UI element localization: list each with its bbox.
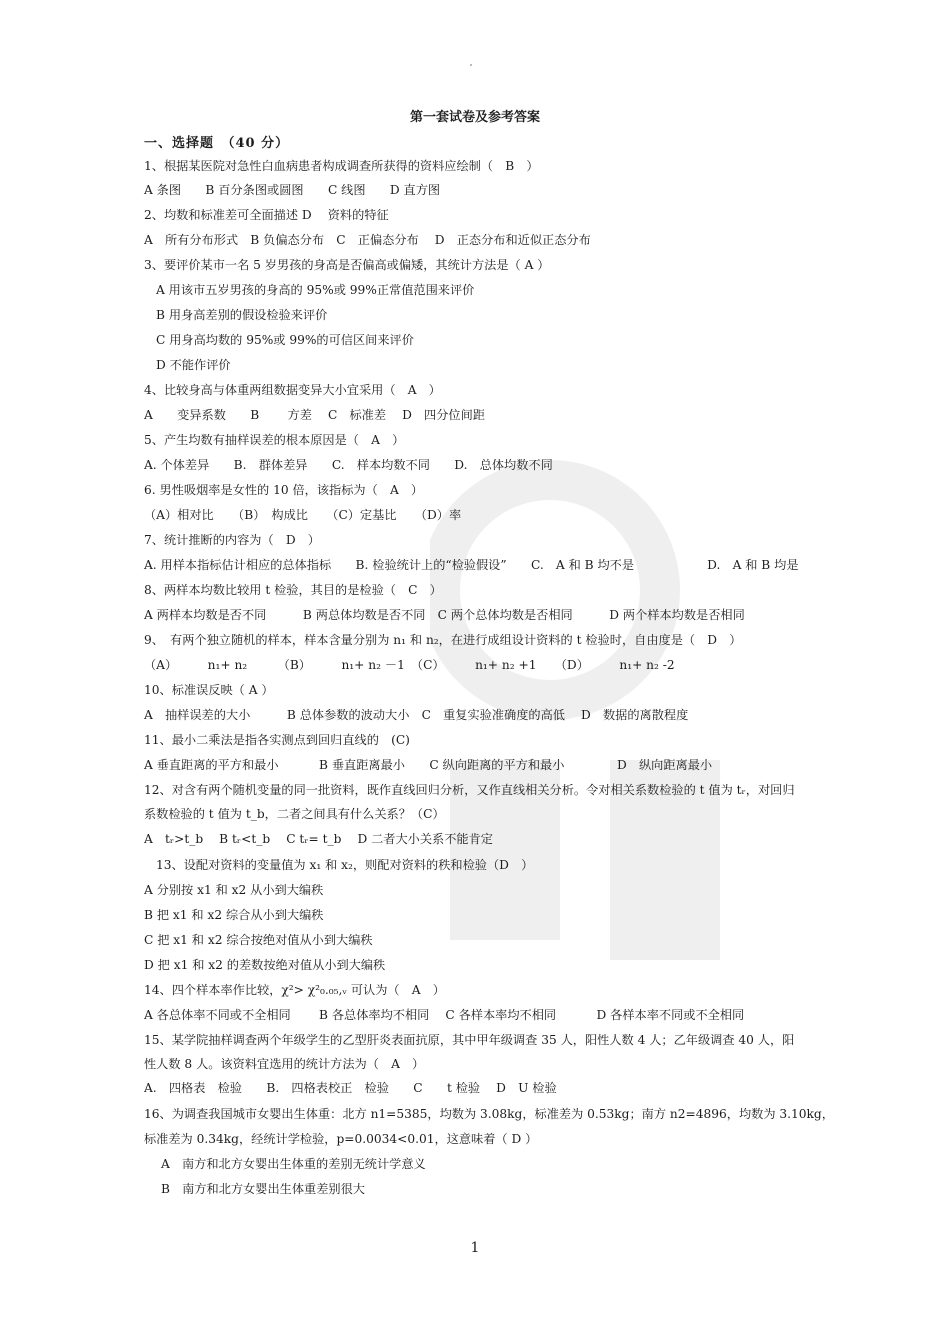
question-line: （A）相对比 （B） 构成比 （C）定基比 （D）率 — [144, 508, 462, 522]
question-line: A 南方和北方女婴出生体重的差别无统计学意义 — [161, 1157, 426, 1171]
scan-speck — [470, 64, 472, 66]
question-line: A. 个体差异 B. 群体差异 C. 样本均数不同 D. 总体均数不同 — [144, 458, 553, 472]
question-line: 标准差为 0.34kg，经统计学检验，p=0.0034<0.01，这意味着（ D ） — [144, 1132, 538, 1146]
question-line: C 把 x1 和 x2 综合按绝对值从小到大编秩 — [144, 933, 373, 947]
question-line: 15、某学院抽样调查两个年级学生的乙型肝炎表面抗原，其中甲年级调查 35 人，阳性人数 4 人；乙年级调查 40 人，阳 — [144, 1033, 795, 1047]
question-line: B 把 x1 和 x2 综合从小到大编秩 — [144, 908, 324, 922]
question-line: （A） n₁+ n₂ （B） n₁+ n₂ －1 （C） n₁+ n₂ +1 （D） n₁+ n₂ -2 — [144, 658, 675, 672]
question-line: 4、比较身高与体重两组数据变异大小宜采用（ A ） — [144, 383, 441, 397]
question-line: 10、标准误反映（ A ） — [144, 683, 274, 697]
question-line: 1、根据某医院对急性白血病患者构成调查所获得的资料应绘制（ B ） — [144, 159, 539, 173]
question-line: 8、两样本均数比较用 t 检验，其目的是检验（ C ） — [144, 583, 442, 597]
question-line: A 条图 B 百分条图或圆图 C 线图 D 直方图 — [144, 183, 441, 197]
question-line: D 把 x1 和 x2 的差数按绝对值从小到大编秩 — [144, 958, 386, 972]
question-line: A. 用样本指标估计相应的总体指标 B. 检验统计上的“检验假设” C. A 和 B 均不是 D. A 和 B 均是 — [144, 558, 799, 572]
question-line: A 变异系数 B 方差 C 标准差 D 四分位间距 — [144, 408, 485, 422]
question-line: A. 四格表 检验 B. 四格表校正 检验 C t 检验 D U 检验 — [144, 1081, 557, 1095]
question-line: A 分别按 x1 和 x2 从小到大编秩 — [144, 883, 324, 897]
question-line: C 用身高均数的 95%或 99%的可信区间来评价 — [156, 333, 414, 347]
question-line: 系数检验的 t 值为 t_b，二者之间具有什么关系？（C） — [144, 807, 445, 821]
question-line: 9、 有两个独立随机的样本，样本含量分别为 n₁ 和 n₂，在进行成组设计资料的 t 检验时，自由度是（ D ） — [144, 633, 742, 647]
question-line: A 用该市五岁男孩的身高的 95%或 99%正常值范围来评价 — [156, 283, 475, 297]
question-line: A 两样本均数是否不同 B 两总体均数是否不同 C 两个总体均数是否相同 D 两个样本均数是否相同 — [144, 608, 745, 622]
question-line: A 垂直距离的平方和最小 B 垂直距离最小 C 纵向距离的平方和最小 D 纵向距离最小 — [144, 758, 713, 772]
section-heading: 一、选择题 （40 分） — [144, 136, 290, 151]
question-line: B 南方和北方女婴出生体重差别很大 — [161, 1182, 365, 1196]
page-title: 第一套试卷及参考答案 — [409, 110, 540, 125]
question-line: 13、设配对资料的变量值为 x₁ 和 x₂，则配对资料的秩和检验（D ） — [156, 858, 534, 872]
question-line: B 用身高差别的假设检验来评价 — [156, 308, 328, 322]
question-line: A tᵣ>t_b B tᵣ<t_b C tᵣ= t_b D 二者大小关系不能肯定 — [144, 832, 493, 846]
question-line: 7、统计推断的内容为（ D ） — [144, 533, 320, 547]
question-line: 2、均数和标准差可全面描述 D 资料的特征 — [144, 208, 389, 222]
question-line: 5、产生均数有抽样误差的根本原因是（ A ） — [144, 433, 405, 447]
question-line: 12、对含有两个随机变量的同一批资料，既作直线回归分析，又作直线相关分析。令对相关系数检验的 t 值为 tᵣ，对回归 — [144, 783, 795, 797]
question-line: A 所有分布形式 B 负偏态分布 C 正偏态分布 D 正态分布和近似正态分布 — [144, 233, 591, 247]
question-line: 14、四个样本率作比较，χ²> χ²₀.₀₅,ᵥ 可认为（ A ） — [144, 983, 445, 997]
question-line: 6. 男性吸烟率是女性的 10 倍，该指标为（ A ） — [144, 483, 424, 497]
question-line: 性人数 8 人。该资料宜选用的统计方法为（ A ） — [144, 1057, 425, 1071]
question-line: D 不能作评价 — [156, 358, 231, 372]
question-line: 3、要评价某市一名 5 岁男孩的身高是否偏高或偏矮，其统计方法是（ A ） — [144, 258, 550, 272]
question-line: A 各总体率不同或不全相同 B 各总体率均不相同 C 各样本率均不相同 D 各样本率不同或不全相同 — [144, 1008, 745, 1022]
question-line: 16、为调查我国城市女婴出生体重：北方 n1=5385，均数为 3.08kg，标准差为 0.53kg；南方 n2=4896，均数为 3.10kg， — [144, 1107, 834, 1121]
page-number: 1 — [470, 1240, 480, 1256]
question-line: A 抽样误差的大小 B 总体参数的波动大小 C 重复实验准确度的高低 D 数据的离散程度 — [144, 708, 689, 722]
question-line: 11、最小二乘法是指各实测点到回归直线的 (C) — [144, 733, 410, 747]
